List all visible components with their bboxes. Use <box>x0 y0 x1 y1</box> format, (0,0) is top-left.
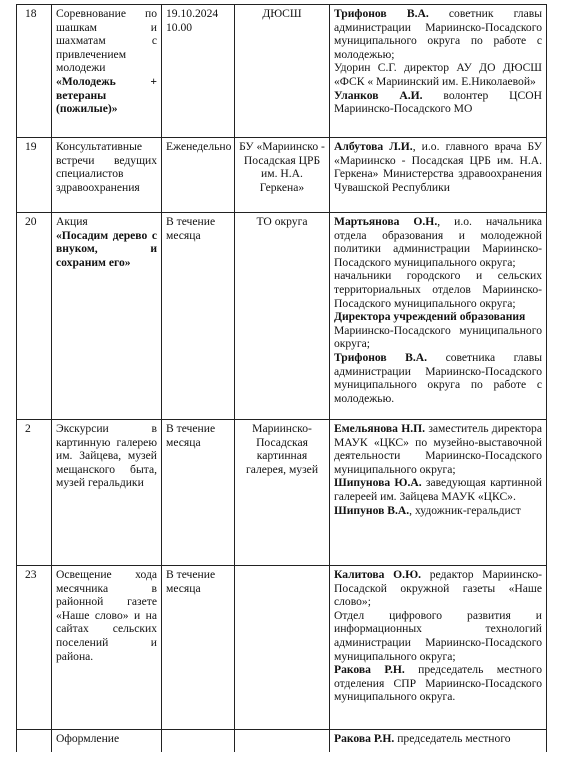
responsible-name: Емельянова Н.П. <box>334 422 426 435</box>
responsible-name: Директора учреждений образования <box>334 310 526 324</box>
responsible-role: Мариинско-Посадского муниципального округа; <box>334 323 542 351</box>
responsible-role: Отдел цифрового развития и информационных технологий администрации Мариинско-Посадского муниципального округа; <box>334 608 542 663</box>
row-number <box>17 730 52 752</box>
responsible-name: Ракова Р.Н. <box>334 663 405 677</box>
responsible-role: заведующая картинной галереей им. Зайцева МАУК «ЦКС». <box>334 476 542 503</box>
row-number: 23 <box>17 566 52 729</box>
event-text: Соревнование по шашкам и шахматам с привлечением молодежи <box>56 7 157 75</box>
event-text: Экскурсии в картинную галерею им. Зайцева, музей мещанского быта, музей геральдики <box>56 422 157 490</box>
table-row <box>17 420 547 566</box>
responsible-name: Ракова Р.Н. <box>334 732 395 745</box>
responsible-cell <box>330 566 547 729</box>
date-cell: 19.10.2024 10.00 <box>162 5 235 137</box>
date-cell: Еженедельно <box>162 138 235 212</box>
responsible-cell <box>330 213 547 419</box>
responsible-name: Албутова Л.И. <box>334 140 413 153</box>
place-cell: Мариинско-Посадская картинная галерея, музей <box>235 420 330 565</box>
table-row <box>17 566 547 730</box>
responsible-name: Трифонов В.А. <box>334 350 428 364</box>
table-row <box>17 138 547 213</box>
event-text: Акция <box>56 215 88 228</box>
place-cell <box>235 730 330 752</box>
place-cell <box>235 566 330 729</box>
responsible-role: заместитель директора МАУК «ЦКС» по музейно-выставочной деятельности Мариинско-Посадского муниципального округа; <box>334 422 542 476</box>
responsible-cell <box>330 730 547 752</box>
event-cell <box>52 730 162 752</box>
responsible-role: начальники городского и сельских территориальных отделов Мариинско-Посадского муниципального округа; <box>334 269 542 310</box>
events-table <box>16 4 547 752</box>
event-cell <box>52 5 162 137</box>
event-text: Освещение хода месячника в районной газете «Наше слово» и на сайтах сельских поселений и района. <box>56 568 157 663</box>
event-cell <box>52 566 162 729</box>
place-cell: БУ «Мариинско - Посадская ЦРБ им. Н.А. Геркена» <box>235 138 330 212</box>
event-cell <box>52 138 162 212</box>
responsible-name: Шипунова Ю.А. <box>334 476 422 490</box>
responsible-role: , и.о. главного врача БУ «Мариинско - Посадская ЦРБ им. Н.А. Геркена» Министерства здравоохранения Чувашской Республики <box>334 140 542 194</box>
date-cell: В течение месяца <box>162 566 235 729</box>
date-cell: В течение месяца <box>162 420 235 565</box>
responsible-role: председатель местного отделения СПР Мариинско-Посадского муниципального округа. <box>334 663 542 704</box>
responsible-cell <box>330 5 547 137</box>
responsible-role: председатель местного <box>394 732 511 745</box>
event-text: Оформление <box>56 732 120 745</box>
date-cell <box>162 730 235 752</box>
row-number: 2 <box>17 420 52 565</box>
event-text: Консультативные встречи ведущих специалистов здравоохранения <box>56 140 157 194</box>
responsible-role: , и.о. начальника отдела образования и молодежной политики администрации Мариинско-Посадского муниципального округа; <box>334 215 542 269</box>
responsible-name: Калитова О.Ю. <box>334 568 422 581</box>
responsible-role: советника главы администрации Мариинско-Посадского муниципального округа по работе с молодежью. <box>334 350 542 405</box>
table-row <box>17 5 547 138</box>
responsible-cell <box>330 138 547 212</box>
place-cell: ДЮСШ <box>235 5 330 137</box>
responsible-name: Трифонов В.А. <box>334 7 429 20</box>
responsible-role: редактор Мариинско-Посадской окружной газеты «Наше слово»; <box>334 568 542 609</box>
table-row <box>17 730 547 752</box>
date-cell: В течение месяца <box>162 213 235 419</box>
table-row <box>17 213 547 420</box>
responsible-cell <box>330 420 547 565</box>
responsible-role: советник главы администрации Мариинско-Посадского муниципального округа по работе с молодежью; <box>334 7 542 61</box>
responsible-role: , художник-геральдист <box>409 503 521 517</box>
row-number: 18 <box>17 5 52 137</box>
responsible-name: Шипунов В.А. <box>334 503 410 517</box>
responsible-name: Мартьянова О.Н. <box>334 215 438 228</box>
responsible-role: Удорин С.Г. директор АУ ДО ДЮСШ «ФСК « Мариинский им. Е.Николаевой» <box>334 61 542 88</box>
row-number: 20 <box>17 213 52 419</box>
event-title: «Посадим дерево с внуком, и сохраним его» <box>56 228 157 269</box>
place-cell: ТО округа <box>235 213 330 419</box>
event-cell <box>52 213 162 419</box>
responsible-role: волонтер ЦСОН Мариинско-Посадского МО <box>334 88 542 116</box>
event-title: «Молодежь + ветераны (пожилые)» <box>56 74 157 116</box>
responsible-name: Уланков А.И. <box>334 88 423 102</box>
event-cell <box>52 420 162 565</box>
row-number: 19 <box>17 138 52 212</box>
